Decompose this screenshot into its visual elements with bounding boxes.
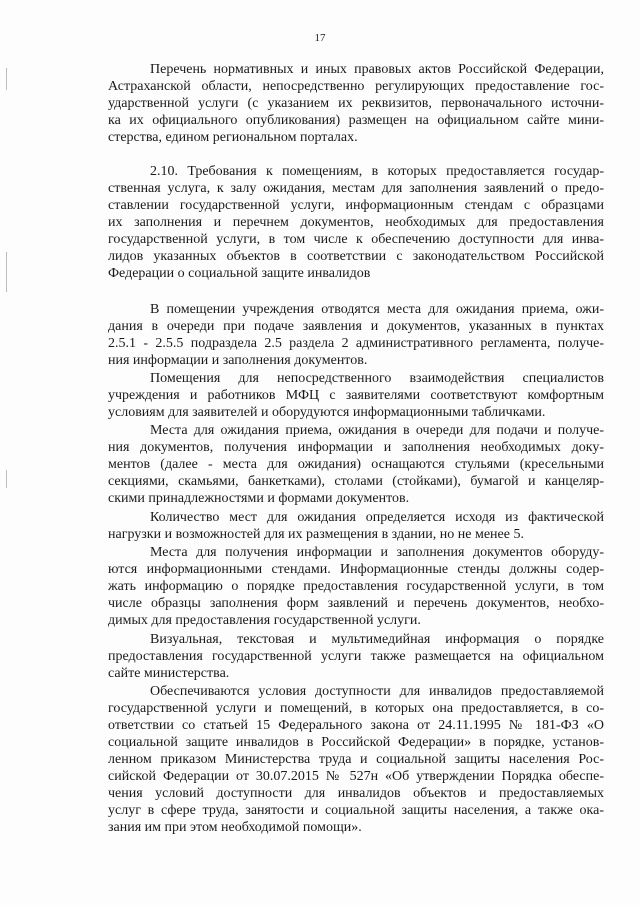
text-line: государственной услуги, в том числе к обеспечению доступности для инва- [108, 232, 604, 247]
text-line: сийской Федерации от 30.07.2015 № 527н «Об утверждении Порядка обеспе- [108, 769, 604, 784]
paragraph-3 [108, 301, 604, 369]
text-line: их заполнения и перечнем документов, необходимых для предоставления [108, 215, 604, 230]
paragraph-8 [108, 631, 604, 682]
paragraph-5 [108, 422, 604, 507]
text-line: зания им при этом необходимой помощи». [108, 820, 362, 835]
text-line: Помещения для непосредственного взаимодействия специалистов [150, 371, 604, 386]
text-line: Места для ожидания приема, ожидания в очереди для подачи и получе- [150, 423, 604, 438]
text-line: ответствии со статьей 15 Федерального закона от 24.11.1995 № 181-ФЗ «О [108, 718, 604, 733]
text-line: 2.5.1 - 2.5.5 подраздела 2.5 раздела 2 административного регламента, получе- [108, 336, 604, 351]
text-line: ленном приказом Министерства труда и социальной защиты населения Рос- [108, 752, 604, 767]
text-line: Перечень нормативных и иных правовых актов Российской Федерации, [150, 62, 604, 77]
text-line: секциями, скамьями, банкетками), столами (стойками), бумагой и канцеляр- [108, 474, 604, 489]
text-line: ударственной услуги (с указанием их реквизитов, первоначального источни- [108, 96, 604, 111]
text-line: числе образцы заполнения форм заявлений и перечень документов, необхо- [108, 596, 604, 611]
paragraph-7 [108, 544, 604, 629]
text-line: скими принадлежностями и формами документов. [108, 491, 410, 506]
paragraph-6 [108, 509, 604, 543]
text-line: ются информационными стендами. Информационные стенды должны содер- [108, 562, 604, 577]
text-line: Количество мест для ожидания определяется исходя из фактической [150, 510, 604, 525]
text-line: жать информацию о порядке предоставления государственной услуги, в том [108, 579, 604, 594]
text-line: ственная услуга, к залу ожидания, местам для заполнения заявлений о предо- [108, 181, 604, 196]
text-line: В помещении учреждения отводятся места для ожидания приема, ожи- [150, 302, 604, 317]
text-line: Обеспечиваются условия доступности для инвалидов предоставляемой [150, 684, 604, 699]
paragraph-2 [108, 163, 604, 282]
text-line: учреждения и работников МФЦ с заявителями соответствуют комфортным [108, 388, 604, 403]
text-line: ментов (далее - места для ожидания) оснащаются стульями (кресельными [108, 457, 604, 472]
scan-margin-mark [6, 252, 7, 292]
page-number: 17 [314, 32, 326, 44]
text-line: Места для получения информации и заполнения документов оборуду- [150, 545, 604, 560]
text-line: чения условий доступности для инвалидов объектов и предоставляемых [108, 786, 604, 801]
text-line: сайте министерства. [108, 666, 230, 681]
text-line: димых для предоставления государственной услуги. [108, 613, 421, 628]
text-line: условиям для заявителей и оборудуются информационными табличками. [108, 405, 546, 420]
text-line: Визуальная, текстовая и мультимедийная информация о порядке [150, 632, 604, 647]
text-line: Астраханской области, непосредственно регулирующих предоставление гос- [108, 79, 604, 94]
text-line: услуг в сфере труда, занятости и социальной защиты населения, а также ока- [108, 803, 604, 818]
paragraph-4 [108, 370, 604, 421]
text-line: стерства, едином региональном порталах. [108, 130, 358, 145]
text-line: нагрузки и возможностей для их размещения в здании, но не менее 5. [108, 527, 524, 542]
text-line: Федерации о социальной защите инвалидов [108, 266, 371, 281]
paragraph-1 [108, 61, 604, 146]
text-line: социальной защите инвалидов в Российской Федерации» в порядке, установ- [108, 735, 604, 750]
scan-margin-mark [6, 68, 7, 90]
scan-margin-mark [6, 470, 7, 488]
text-line: предоставления государственной услуги также размещается на официальном [108, 649, 604, 664]
text-line: ния документов, получения информации и заполнения необходимых доку- [108, 440, 604, 455]
text-line: ния информации и заполнения документов. [108, 353, 368, 368]
text-line: государственной услуги и помещений, в которых она предоставляется, в со- [108, 701, 604, 716]
text-line: ка их официального опубликования) размещен на официальном сайте мини- [108, 113, 604, 128]
text-line: дания в очереди при подаче заявления и документов, указанных в пунктах [108, 319, 604, 334]
paragraph-9 [108, 683, 604, 836]
text-line: 2.10. Требования к помещениям, в которых предоставляется государ- [150, 164, 604, 179]
text-line: лидов указанных объектов в соответствии с законодательством Российской [108, 249, 604, 264]
text-line: ставлении государственной услуги, информационным стендам с образцами [108, 198, 604, 213]
